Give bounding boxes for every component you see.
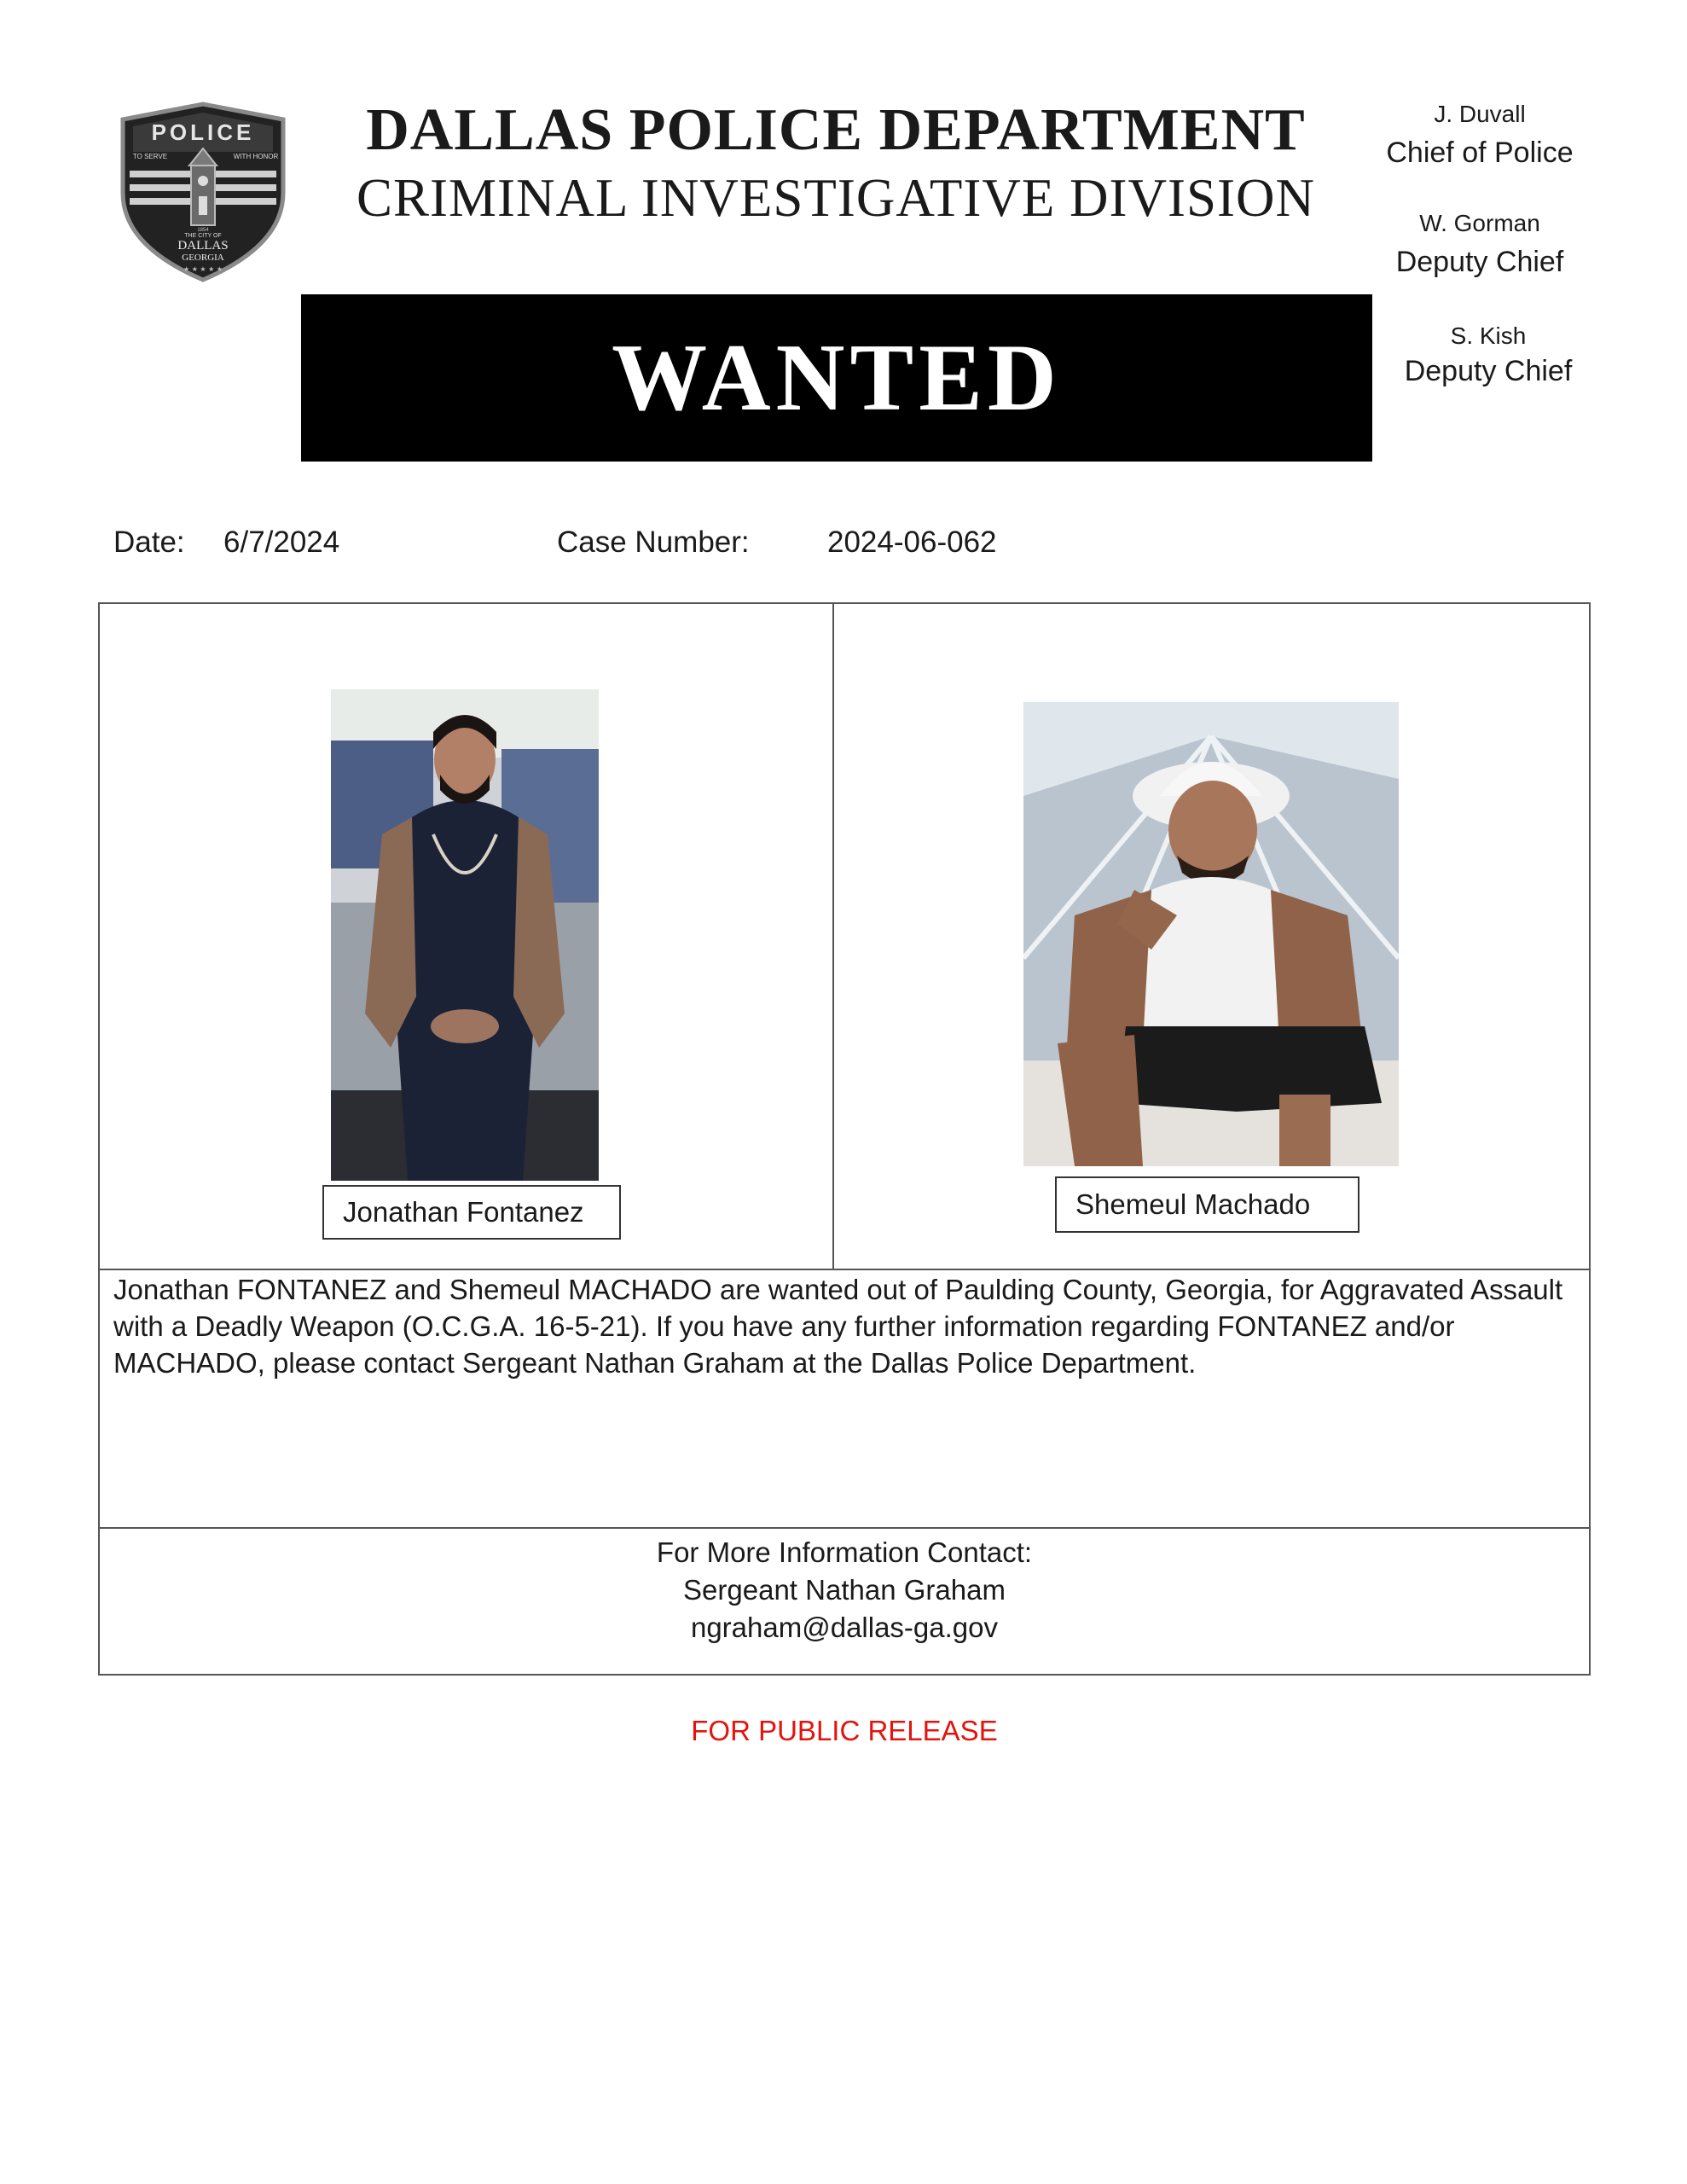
date-label: Date: <box>113 526 185 559</box>
contact-heading: For More Information Contact: <box>656 1536 1033 1568</box>
staff-rank: Deputy Chief <box>1404 355 1573 388</box>
police-badge-logo <box>113 101 293 283</box>
suspect-name-box <box>322 1185 621 1240</box>
badge-year: 1854 <box>197 228 209 233</box>
contact-block <box>98 1534 1591 1647</box>
suspect-photo-machado <box>1023 702 1399 1166</box>
contact-email: ngraham@dallas-ga.gov <box>690 1612 999 1643</box>
department-title: DALLAS POLICE DEPARTMENT <box>366 97 1306 163</box>
suspect-name-box <box>1055 1176 1359 1233</box>
staff-name: W. Gorman <box>1419 210 1540 236</box>
staff-deputy-2 <box>1377 322 1599 388</box>
contact-name: Sergeant Nathan Graham <box>683 1574 1006 1606</box>
badge-state: GEORGIA <box>182 253 224 263</box>
public-release-notice: FOR PUBLIC RELEASE <box>691 1715 998 1746</box>
badge-city-small: THE CITY OF <box>184 233 222 239</box>
staff-name: S. Kish <box>1450 322 1527 349</box>
wanted-description: Jonathan FONTANEZ and Shemeul MACHADO are wanted out of Paulding County, Georgia, for Aggravated Assault with a Deadly Weapon (O.C.G.A. 16-5-21). If you have any further information regarding FONTANEZ and/or MACHADO, please contact Sergeant Nathan Graham at the Dallas Police Department. <box>113 1274 1563 1379</box>
case-number-label: Case Number: <box>557 526 750 559</box>
suspect-name-fontanez: Jonathan Fontanez <box>343 1196 584 1228</box>
staff-rank: Deputy Chief <box>1395 246 1564 279</box>
suspect-photo-fontanez <box>331 689 599 1181</box>
wanted-banner-text: WANTED <box>612 325 1062 431</box>
date-value: 6/7/2024 <box>223 526 340 559</box>
staff-name: J. Duvall <box>1434 101 1526 127</box>
suspect-name-machado: Shemeul Machado <box>1075 1188 1311 1220</box>
badge-stars-icon: ★ ★ ★ ★ ★ <box>183 265 223 273</box>
wanted-banner <box>301 294 1372 462</box>
staff-rank: Chief of Police <box>1386 136 1574 170</box>
staff-deputy-1 <box>1369 210 1591 279</box>
row-divider <box>98 1527 1591 1529</box>
badge-right-motto: WITH HONOR <box>233 153 279 160</box>
badge-top-text: POLICE <box>151 119 255 145</box>
case-number-value: 2024-06-062 <box>827 526 997 559</box>
division-title: CRIMINAL INVESTIGATIVE DIVISION <box>356 168 1316 228</box>
row-divider <box>98 1269 1591 1270</box>
badge-left-motto: TO SERVE <box>132 153 168 160</box>
cell-divider <box>832 602 834 1269</box>
badge-city-name: DALLAS <box>177 239 229 253</box>
staff-chief <box>1369 101 1591 170</box>
